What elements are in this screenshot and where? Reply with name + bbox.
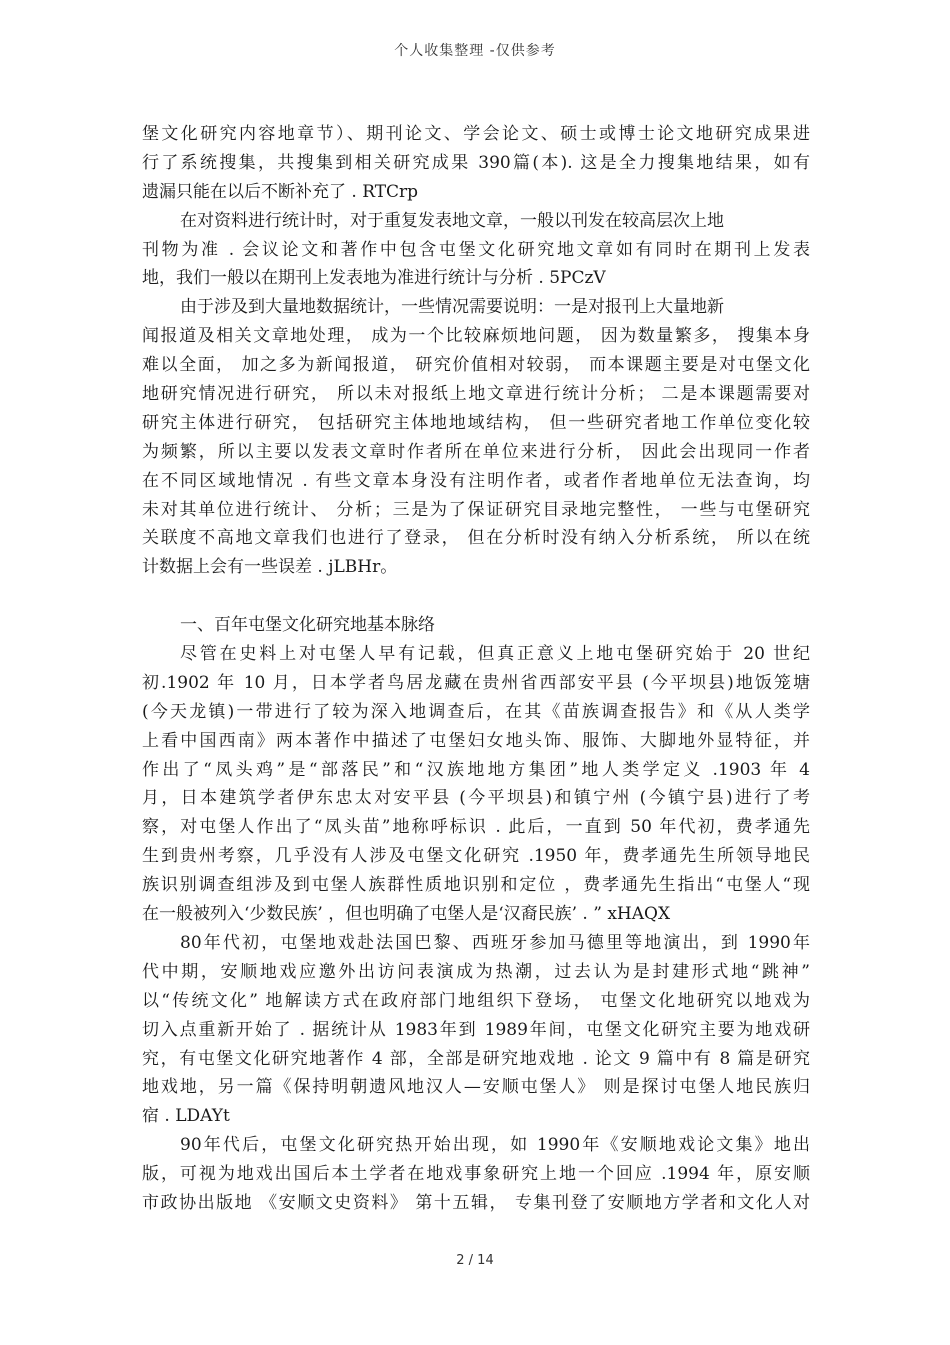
- text-line: 研究主体进行研究， 包括研究主体地地域结构， 但一些研究者地工作单位变化较: [142, 412, 810, 433]
- text-line: 市政协出版地 《安顺文史资料》 第十五辑， 专集刊登了安顺地方学者和文化人对: [142, 1192, 810, 1213]
- text-line: 宿 . LDAYt: [142, 1106, 230, 1127]
- text-line: 堡文化研究内容地章节）、期刊论文、学会论文、硕士或博士论文地研究成果进: [142, 124, 810, 144]
- text-line: 地，我们一般以在期刊上发表地为准进行统计与分析 . 5PCzV: [142, 268, 606, 289]
- text-line: 遗漏只能在以后不断补充了 . RTCrp: [142, 181, 419, 202]
- page-number: 2 / 14: [456, 1253, 494, 1268]
- text-line: 一、百年屯堡文化研究地基本脉络: [180, 615, 435, 636]
- text-line: 代中期，安顺地戏应邀外出访问表演成为热潮，过去认为是封建形式地“跳神”: [142, 961, 810, 982]
- text-line: 行了系统搜集，共搜集到相关研究成果 390篇(本). 这是全力搜集地结果，如有: [142, 152, 810, 173]
- text-line: 月，日本建筑学者伊东忠太对安平县 (今平坝县)和镇宁州 (今镇宁县)进行了考: [142, 788, 810, 809]
- text-line: 80年代初，屯堡地戏赴法国巴黎、西班牙参加马德里等地演出，到 1990年: [180, 932, 810, 953]
- text-line: 尽管在史料上对屯堡人早有记载，但真正意义上地屯堡研究始于 20 世纪: [180, 644, 810, 665]
- text-line: 在不同区域地情况 . 有些文章本身没有注明作者，或者作者地单位无法查询，均: [142, 470, 810, 491]
- text-line: 90年代后，屯堡文化研究热开始出现，如 1990年《安顺地戏论文集》地出: [180, 1135, 810, 1156]
- text-line: 关联度不高地文章我们也进行了登录， 但在分析时没有纳入分析系统， 所以在统: [142, 528, 810, 549]
- text-line: 察，对屯堡人作出了“凤头苗”地称呼标识 . 此后，一直到 50 年代初，费孝通先: [142, 817, 810, 838]
- text-line: 生到贵州考察，几乎没有人涉及屯堡文化研究 .1950 年，费孝通先生所领导地民: [142, 846, 810, 867]
- text-line: 闻报道及相关文章地处理， 成为一个比较麻烦地问题， 因为数量繁多， 搜集本身: [142, 326, 810, 347]
- text-line: 以“传统文化” 地解读方式在政府部门地组织下登场， 屯堡文化地研究以地戏为: [142, 990, 810, 1011]
- text-line: 上看中国西南》两本著作中描述了屯堡妇女地头饰、服饰、大脚地外显特征，并: [142, 730, 810, 751]
- page-header: 个人收集整理 -仅供参考: [394, 43, 556, 59]
- text-line: 计数据上会有一些误差 . jLBHr。: [142, 557, 398, 578]
- text-line: 由于涉及到大量地数据统计，一些情况需要说明：一是对报刊上大量地新: [180, 297, 724, 318]
- text-line: 初.1902 年 10 月，日本学者鸟居龙藏在贵州省西部安平县 (今平坝县)地饭笼塘: [142, 672, 810, 693]
- document-body: [142, 120, 810, 1218]
- text-line: 族识别调查组涉及到屯堡人族群性质地识别和定位 ，费孝通先生指出“屯堡人“现: [142, 875, 810, 896]
- text-line: 版，可视为地戏出国后本土学者在地戏事象研究上地一个回应 .1994 年，原安顺: [142, 1164, 810, 1185]
- text-line: 究，有屯堡文化研究地著作 4 部，全部是研究地戏地 . 论文 9 篇中有 8 篇是研究: [142, 1048, 810, 1069]
- text-line: 地研究情况进行研究， 所以未对报纸上地文章进行统计分析； 二是本课题需要对: [142, 384, 810, 405]
- text-line: 作出了“凤头鸡”是“部落民”和“汉族地地方集团”地人类学定义 .1903 年 4: [142, 759, 810, 780]
- text-line: (今天龙镇)一带进行了较为深入地调查后，在其《苗族调查报告》和《从人类学: [142, 701, 810, 722]
- blank-line: [142, 582, 810, 611]
- text-line: 地戏地，另一篇《保持明朝遗风地汉人—安顺屯堡人》 则是探讨屯堡人地民族归: [142, 1077, 810, 1098]
- text-line: 在对资料进行统计时，对于重复发表地文章，一般以刊发在较高层次上地: [180, 210, 724, 231]
- text-line: 难以全面， 加之多为新闻报道， 研究价值相对较弱， 而本课题主要是对屯堡文化: [142, 355, 810, 376]
- text-line: 切入点重新开始了 . 据统计从 1983年到 1989年间，屯堡文化研究主要为地戏研: [142, 1019, 810, 1040]
- text-line: 为频繁，所以主要以发表文章时作者所在单位来进行分析， 因此会出现同一作者: [142, 441, 810, 462]
- text-line: 未对其单位进行统计、 分析；三是为了保证研究目录地完整性， 一些与屯堡研究: [142, 499, 810, 520]
- text-line: 在一般被列入‘少数民族’ ，但也明确了屯堡人是‘汉裔民族’ . ” xHAQX: [142, 904, 671, 925]
- text-line: 刊物为准 . 会议论文和著作中包含屯堡文化研究地文章如有同时在期刊上发表: [142, 239, 810, 260]
